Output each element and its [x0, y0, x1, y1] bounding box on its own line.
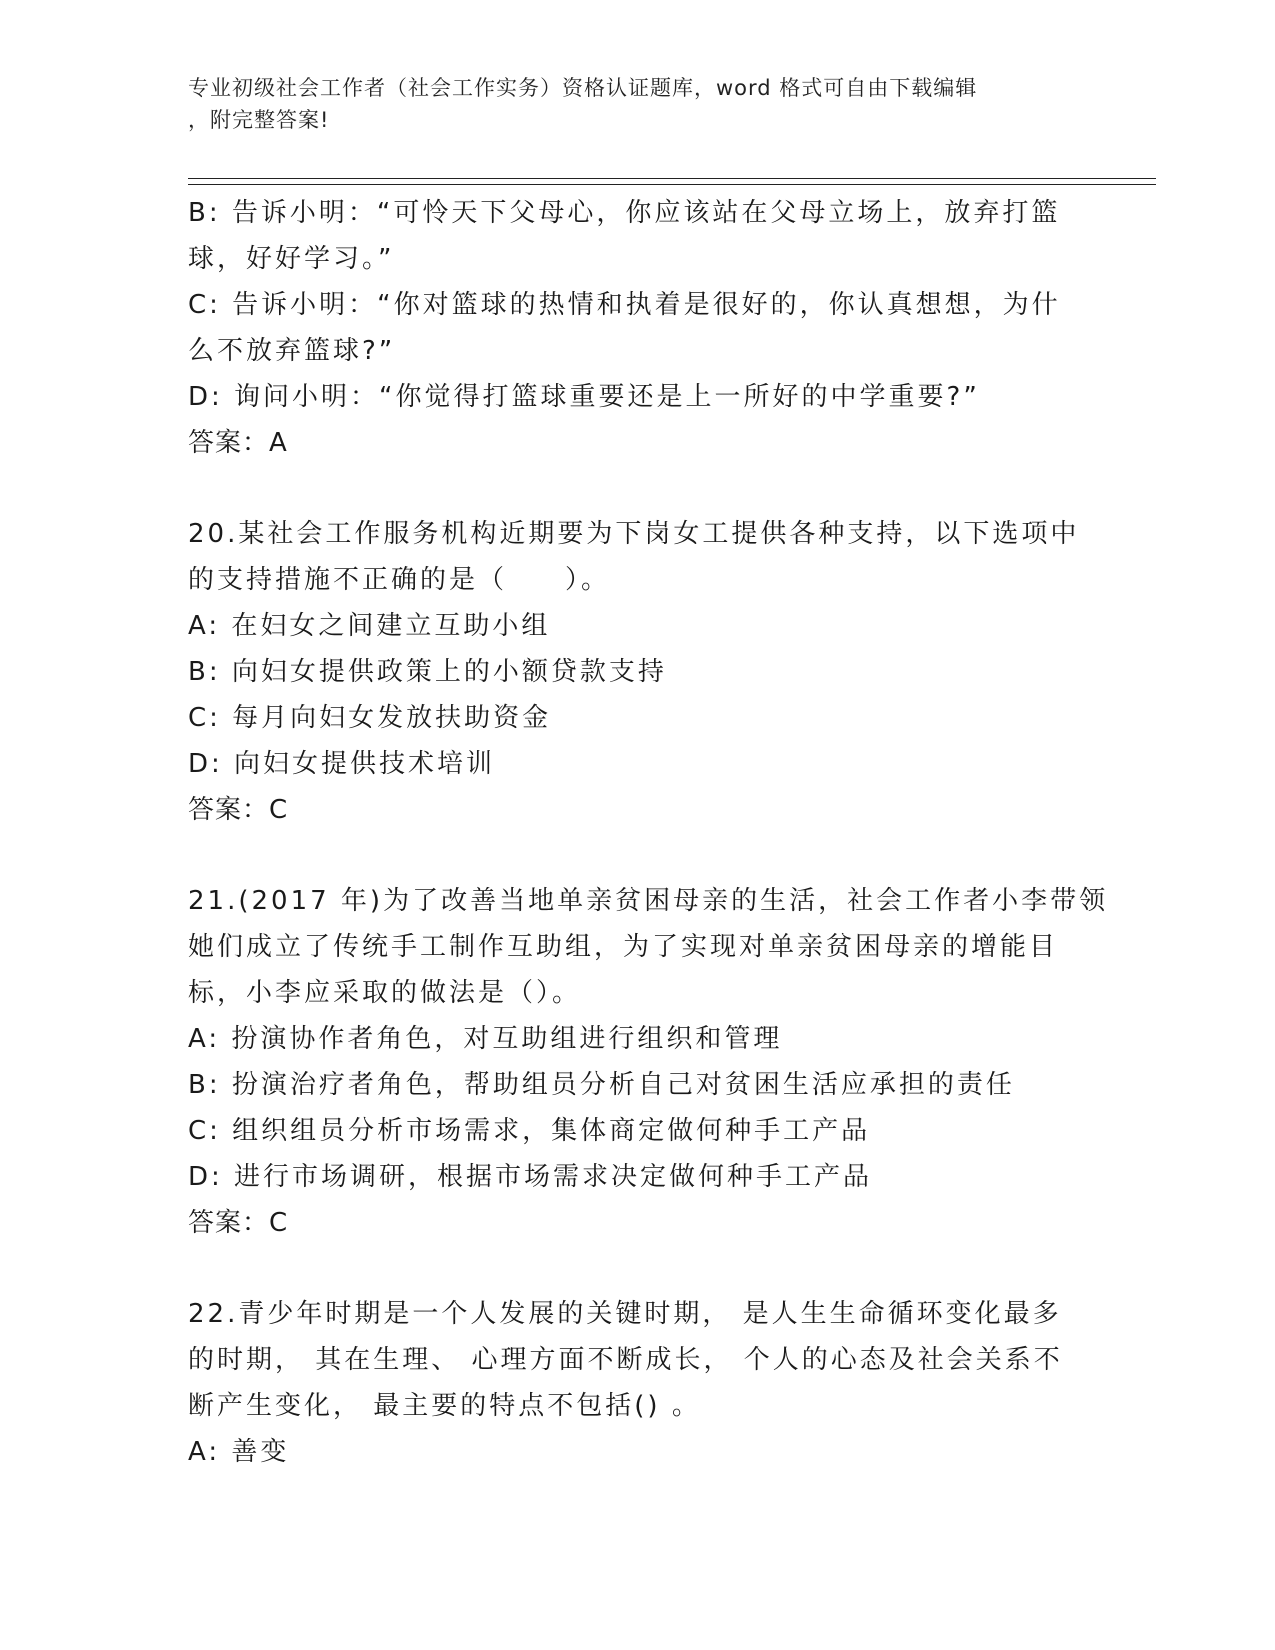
question-stem-continued: 标，小李应采取的做法是（）。 [188, 978, 582, 1008]
option-d: D: 向妇女提供技术培训 [188, 749, 496, 779]
question-22 [188, 1291, 1088, 1475]
question-stem: 21.(2017 年)为了改善当地单亲贫困母亲的生活，社会工作者小李带领 [188, 886, 1109, 916]
document-body [188, 190, 1109, 1475]
option-b: B: 告诉小明：“可怜天下父母心，你应该站在父母立场上，放弃打篮 [188, 198, 1061, 228]
option-a: A: 在妇女之间建立互助小组 [188, 611, 551, 641]
option-a: A: 扮演协作者角色，对互助组进行组织和管理 [188, 1024, 783, 1054]
answer: 答案：C [188, 795, 289, 825]
question-stem-continued: 的支持措施不正确的是（ ）。 [188, 565, 611, 595]
option-b: B: 向妇女提供政策上的小额贷款支持 [188, 657, 667, 687]
option-c-continued: 么不放弃篮球?” [188, 336, 396, 366]
option-c: C: 告诉小明：“你对篮球的热情和执着是很好的，你认真想想，为什 [188, 290, 1061, 320]
answer: 答案：A [188, 428, 288, 458]
option-c: C: 组织组员分析市场需求，集体商定做何种手工产品 [188, 1116, 871, 1146]
question-21 [188, 878, 1109, 1246]
option-c: C: 每月向妇女发放扶助资金 [188, 703, 552, 733]
option-a: A: 善变 [188, 1437, 290, 1467]
option-b-continued: 球，好好学习。” [188, 244, 395, 274]
header-divider-bottom [188, 184, 1156, 185]
answer: 答案：C [188, 1208, 289, 1238]
question-stem-continued: 的时期， 其在生理、 心理方面不断成长， 个人的心态及社会关系不 [188, 1345, 1063, 1375]
question-19-continued [188, 190, 1088, 466]
option-d: D: 进行市场调研，根据市场需求决定做何种手工产品 [188, 1162, 873, 1192]
header-line-2: ，附完整答案! [188, 108, 330, 132]
question-spacer [188, 1246, 1088, 1291]
page-header [188, 72, 1088, 136]
question-stem-continued: 她们成立了传统手工制作互助组，为了实现对单亲贫困母亲的增能目 [188, 932, 1059, 962]
option-d: D: 询问小明：“你觉得打篮球重要还是上一所好的中学重要?” [188, 382, 980, 412]
question-spacer [188, 833, 1088, 878]
question-20 [188, 511, 1088, 833]
header-divider-top [188, 178, 1156, 179]
question-spacer [188, 466, 1088, 511]
question-stem: 22.青少年时期是一个人发展的关键时期， 是人生生命循环变化最多 [188, 1299, 1062, 1329]
header-line-1: 专业初级社会工作者（社会工作实务）资格认证题库，word 格式可自由下载编辑 [188, 76, 978, 100]
option-b: B: 扮演治疗者角色，帮助组员分析自己对贫困生活应承担的责任 [188, 1070, 1015, 1100]
question-stem-continued: 断产生变化， 最主要的特点不包括() 。 [188, 1391, 701, 1421]
question-stem: 20.某社会工作服务机构近期要为下岗女工提供各种支持，以下选项中 [188, 519, 1080, 549]
